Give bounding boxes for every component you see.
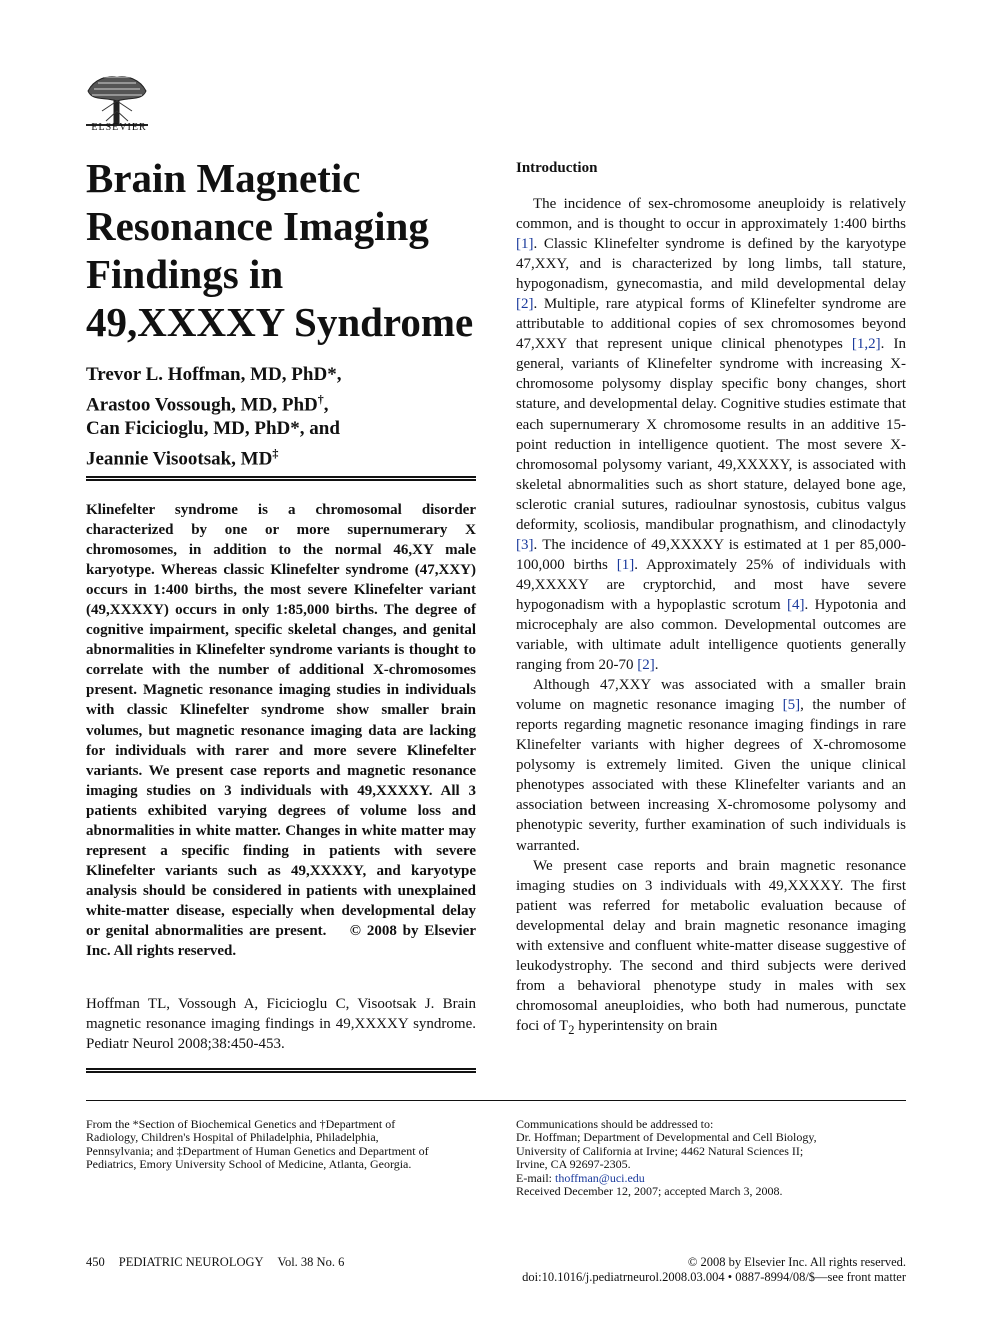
divider-bottom — [86, 1068, 476, 1073]
reference-link[interactable]: [1] — [516, 236, 534, 253]
footnote-divider — [86, 1100, 906, 1101]
abstract-copyright: © 2008 by Elsevier Inc. All rights reserved. — [86, 922, 476, 960]
affiliation-line: Pennsylvania; and ‡Department of Human Genetics and Department of — [86, 1143, 429, 1158]
correspondence-line: Dr. Hoffman; Department of Developmental and Cell Biology, — [516, 1130, 817, 1145]
section-heading: Introduction — [516, 160, 598, 176]
correspondence — [516, 1118, 906, 1198]
affiliation-line: Radiology, Children's Hospital of Philadelphia, Philadelphia, — [86, 1130, 379, 1145]
abstract-text: Klinefelter syndrome is a chromosomal disorder characterized by one or more supernumerary X chromosomes, in addition to the normal 46,XY male karyotype. Whereas classic Klinefelter syndrome (47,XXY) occurs in 1:400 births, the most severe Klinefelter variant (49,XXXXY) occurs in only 1:85,000 births. The degree of cognitive impairment, specific skeletal changes, and genital abnormalities in Klinefelter syndrome variants is thought to correlate with the number of additional X-chromosomes present. Magnetic resonance imaging studies in individuals with classic Klinefelter syndrome show smaller brain volumes, but magnetic resonance imaging data are lacking for individuals with rarer and more severe Klinefelter variants. We present case reports and magnetic resonance imaging studies on 3 individuals with 49,XXXXY. All 3 patients exhibited varying degrees of volume loss and abnormalities in white matter. Changes in white matter may represent a specific finding in patients with severe Klinefelter variants such as 49,XXXXY, and karyotype analysis should be considered in patients with unexplained white-matter disease, especially when developmental delay or genital abnormalities are present. — [86, 502, 476, 939]
divider-top — [86, 476, 476, 481]
footer-copyright: © 2008 by Elsevier Inc. All rights reserved. — [687, 1255, 906, 1269]
publisher-logo-text: ELSEVIER — [91, 122, 147, 133]
reference-link[interactable]: [2] — [637, 657, 655, 674]
page-footer-left — [86, 1255, 358, 1270]
author-name: Arastoo Vossough, MD, PhD†, — [86, 392, 329, 416]
reference-link[interactable]: [1] — [616, 556, 635, 573]
affiliation-line: Pediatrics, Emory University School of Medicine, Atlanta, Georgia. — [86, 1157, 412, 1172]
affiliation-line: From the *Section of Biochemical Genetics and †Department of — [86, 1117, 396, 1131]
author-name: Can Ficicioglu, MD, PhD*, and — [86, 418, 340, 440]
correspondence-line: University of California at Irvine; 4462 Natural Sciences II; — [516, 1143, 804, 1158]
reference-link[interactable]: [3] — [516, 536, 534, 553]
citation: Hoffman TL, Vossough A, Ficicioglu C, Visootsak J. Brain magnetic resonance imaging findings in 49,XXXXY syndrome. Pediatr Neurol 2008;38:450-453. — [86, 996, 476, 1052]
affiliations — [86, 1118, 476, 1172]
received-dates: Received December 12, 2007; accepted March 3, 2008. — [516, 1184, 783, 1199]
author-list — [86, 363, 486, 472]
doi[interactable]: doi:10.1016/j.pediatrneurol.2008.03.004 • 0887-8994/08/$—see front matter — [522, 1269, 906, 1284]
journal-name: PEDIATRIC NEUROLOGY — [118, 1255, 264, 1269]
correspondence-line: Irvine, CA 92697-2305. — [516, 1157, 631, 1172]
introduction-body — [516, 194, 906, 1040]
reference-link[interactable]: [1,2] — [851, 336, 881, 353]
volume-issue: Vol. 38 No. 6 — [277, 1255, 345, 1269]
email-link[interactable]: thoffman@uci.edu — [555, 1170, 645, 1185]
abstract — [86, 500, 476, 961]
reference-link[interactable]: [2] — [516, 296, 534, 313]
intro-paragraph: Although 47,XXY was associated with a smaller brain volume on magnetic resonance imaging [5], the number of reports regarding magnetic resonance imaging findings in rare Klinefelter variants with higher degrees of X-chromosome polysomy is extremely limited. Given the unique clinical phenotypes associated with these Klinefelter variants and an association between increasing X-chromosome polysomy and phenotypic severity, further examination of such individuals is warranted. — [516, 677, 907, 854]
page-number: 450 — [86, 1255, 105, 1269]
email-label: E-mail: — [516, 1170, 555, 1185]
intro-paragraph: We present case reports and brain magnetic resonance imaging studies on 3 individuals with 49,XXXXY. The first patient was referred for metabolic evaluation because of developmental delay and brain magnetic resonance imaging with extensive and confluent white-matter disease suggestive of leukodystrophy. The second and third subjects were derived from a behavioral phenotype study in males with sex chromosomal aneuploidies, who both had numerous, punctate foci of $T_2$ hyperintensity on brain — [516, 857, 906, 1037]
intro-paragraph: The incidence of sex-chromosome aneuploidy is relatively common, and is thought to occur in approximately 1:400 births [1]. Classic Klinefelter syndrome is defined by the karyotype 47,XXY, and is characterized by long limbs, tall stature, hypogonadism, gynecomastia, and mild developmental delay [2]. Multiple, rare atypical forms of Klinefelter syndrome are attributable to additional copies of sex chromosomes beyond 47,XXY that represent unique clinical phenotypes [1,2]. In general, variants of Klinefelter syndrome with increasing X-chromosome polysomy display specific bony changes, short stature, and developmental delay. Cognitive studies estimate that each supernumerary X chromosome results in an additive 15-point reduction in intelligence quotient. The most severe X-chromosomal polysomy variant, 49,XXXXY, is associated with skeletal abnormalities such as short stature, delayed bone age, sclerotic cranial sutures, radioulnar synostosis, cubitus valgus deformity, scoliosis, mandibular prognathism, and clinodactyly [3]. The incidence of 49,XXXXY is estimated at 1 per 85,000-100,000 births [1]. Approximately 25% of individuals with 49,XXXXY are cryptorchid, and most have severe hypogonadism with a hypoplastic scrotum [4]. Hypotonia and microcephaly are also common. Developmental outcomes are variable, with ultimate adult intelligence quotients generally ranging from 20-70 [2]. — [516, 196, 906, 674]
author-name: Trevor L. Hoffman, MD, PhD*, — [86, 364, 342, 385]
page-footer-right — [516, 1255, 906, 1284]
reference-link[interactable]: [5] — [782, 697, 801, 714]
reference-link[interactable]: [4] — [787, 596, 805, 613]
correspondence-line: Communications should be addressed to: — [516, 1117, 714, 1131]
article-title: Brain Magnetic Resonance Imaging Findings in 49,XXXXY Syndrome — [86, 155, 474, 345]
author-name: Jeannie Visootsak, MD‡ — [86, 446, 279, 470]
